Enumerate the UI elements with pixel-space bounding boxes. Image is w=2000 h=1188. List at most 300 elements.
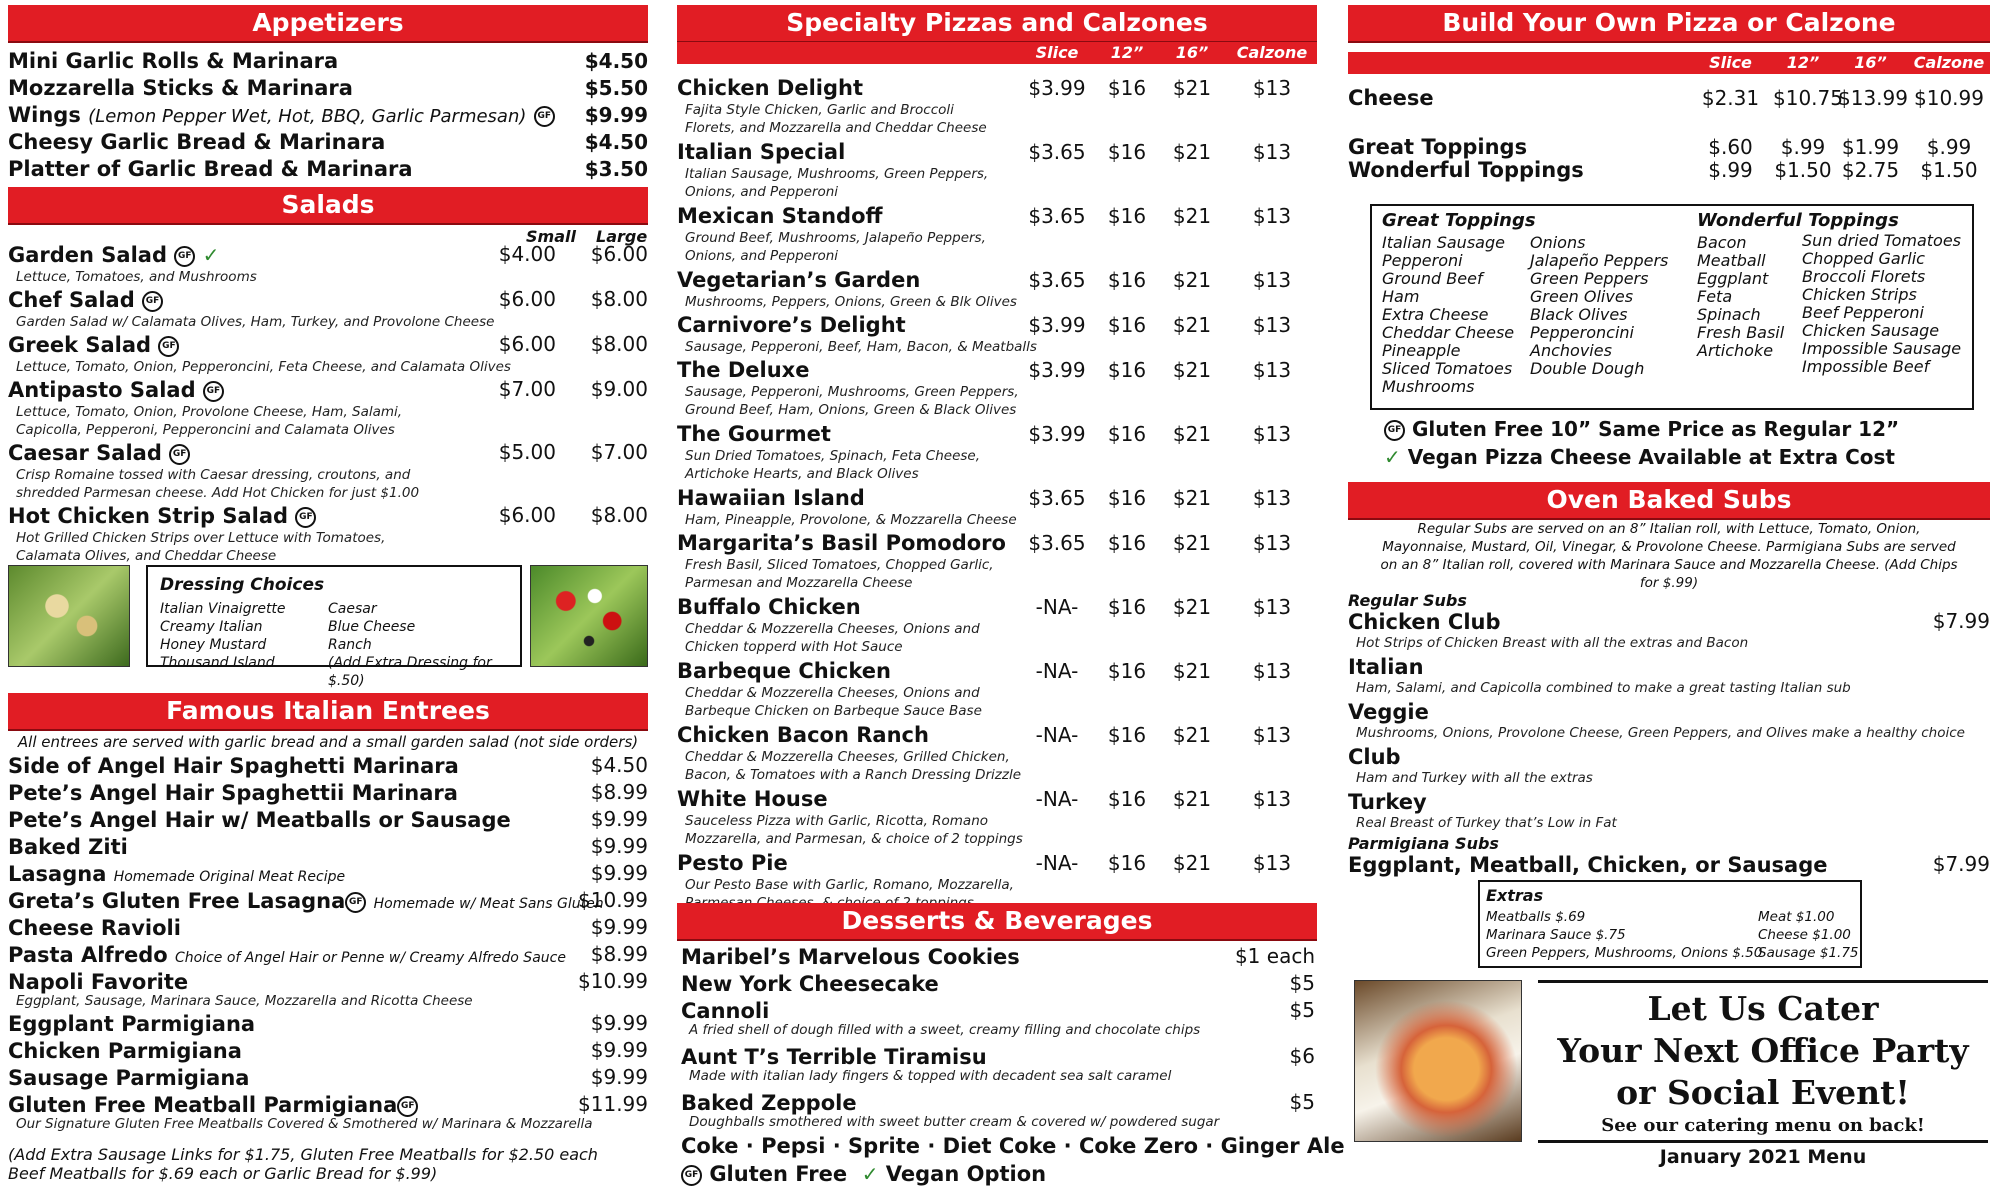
item-note: Homemade w/ Meat Sans Gluten	[373, 896, 604, 912]
byo-price: $10.75	[1773, 86, 1843, 110]
specialty-pizza-item	[677, 595, 1317, 659]
item-desc: Made with italian lady fingers & topped with decadent sea salt caramel	[689, 1068, 1172, 1084]
item-name: Pesto Pie	[677, 851, 788, 875]
item-desc-2: shredded Parmesan cheese. Add Hot Chicken for just $1.00	[16, 485, 420, 501]
item-desc: Ham, Salami, and Capicolla combined to make a great tasting Italian sub	[1356, 680, 1851, 696]
topping-item: Chicken Strips	[1802, 285, 1917, 304]
extra-item: Marinara Sauce $.75	[1486, 927, 1626, 943]
item-name: Greta’s Gluten Free Lasagna	[8, 889, 346, 913]
gf-note	[1384, 416, 1899, 442]
entree-item	[8, 888, 648, 915]
topping-item: Jalapeño Peppers	[1530, 251, 1669, 270]
pizza-price: $13	[1252, 595, 1292, 619]
entrees-list	[8, 753, 648, 1132]
pizza-price: $3.65	[1028, 140, 1086, 164]
pizza-price: -NA-	[1035, 787, 1079, 811]
entree-item	[8, 915, 648, 942]
caesar-salad-image	[8, 565, 130, 667]
appetizer-item	[8, 156, 648, 183]
pizza-price: $13	[1252, 422, 1292, 446]
byo-columns	[1348, 52, 1990, 74]
gf-note-text: Gluten Free 10” Same Price as Regular 12”	[1411, 417, 1900, 441]
pizza-price: $16	[1107, 851, 1147, 875]
entree-item	[8, 753, 648, 780]
item-desc: Sauceless Pizza with Garlic, Ricotta, Romano	[685, 813, 989, 829]
dessert-item	[681, 1090, 1315, 1136]
item-desc: Garden Salad w/ Calamata Olives, Ham, Turkey, and Provolone Cheese	[16, 314, 495, 330]
topping-item: Bacon	[1697, 233, 1747, 252]
gluten-free-icon: GF	[203, 381, 224, 402]
pizza-price: $21	[1172, 422, 1212, 446]
item-desc-2: Bacon, & Tomatoes with a Ranch Dressing Drizzle	[685, 767, 1022, 783]
entrees-footer-2: Beef Meatballs for $.69 each or Garlic Bread for $.99)	[8, 1164, 438, 1183]
item-price: $9.99	[590, 1038, 648, 1062]
item-name: Carnivore’s Delight	[677, 313, 906, 337]
item-name: Pasta Alfredo	[8, 943, 168, 967]
topping-item: Impossible Sausage	[1802, 339, 1962, 358]
pizza-price: $13	[1252, 659, 1292, 683]
subs-intro: Regular Subs are served on an 8” Italian roll, with Lettuce, Tomato, Onion, Mayonnaise, Mustard, Oil, Vinegar, & Provolone Cheese. Parmigiana Subs are served on an 8” Italian roll, covered with Marinara Sauce and Mozzarella Cheese. (Add Chips for $.99)	[1380, 521, 1958, 591]
item-name: The Gourmet	[677, 422, 831, 446]
gluten-free-icon: GF	[169, 444, 190, 465]
wonderful-toppings-title: Wonderful Toppings	[1697, 210, 1899, 231]
salad-item	[8, 332, 648, 377]
item-price: $9.99	[590, 807, 648, 831]
extra-item: Sausage $1.75	[1758, 945, 1859, 961]
topping-item: Ham	[1382, 287, 1420, 306]
cater-subline: See our catering menu on back!	[1601, 1115, 1925, 1136]
byo-col-calzone: Calzone	[1913, 53, 1985, 72]
entree-item	[8, 861, 648, 888]
entree-item	[8, 1038, 648, 1065]
byo-price: $1.50	[1920, 158, 1978, 182]
large-price: $6.00	[590, 242, 648, 266]
specialty-pizza-item	[677, 723, 1317, 787]
pizza-price: $16	[1107, 659, 1147, 683]
pizza-price: $13	[1252, 723, 1292, 747]
dressing-option: Italian Vinaigrette	[160, 601, 286, 617]
item-desc: Hot Grilled Chicken Strips over Lettuce with Tomatoes,	[16, 530, 386, 546]
item-name: Hot Chicken Strip Salad	[8, 504, 289, 528]
subs-list	[1348, 610, 1990, 835]
item-desc: Lettuce, Tomato, Onion, Pepperoncini, Feta Cheese, and Calamata Olives	[16, 359, 511, 375]
desserts-header: Desserts & Beverages	[677, 903, 1317, 941]
item-price: $9.99	[590, 915, 648, 939]
item-desc-2: Artichoke Hearts, and Black Olives	[685, 466, 919, 482]
col-calzone: Calzone	[1236, 43, 1308, 62]
item-price: $9.99	[590, 861, 648, 885]
dressing-option: Ranch	[328, 637, 372, 653]
topping-item: Cheddar Cheese	[1382, 323, 1515, 342]
cater-line-1: Let Us Cater	[1647, 989, 1879, 1028]
item-price: $4.50	[584, 130, 648, 154]
topping-item: Beef Pepperoni	[1802, 303, 1924, 322]
gluten-free-icon: GF	[158, 336, 179, 357]
item-name: Italian Special	[677, 140, 846, 164]
topping-item: Pepperoni	[1382, 251, 1463, 270]
topping-item: Green Peppers	[1530, 269, 1649, 288]
dessert-item	[681, 1044, 1315, 1090]
pizza-price: $3.65	[1028, 204, 1086, 228]
pizza-price: $16	[1107, 313, 1147, 337]
wonderful-toppings-col2	[1802, 232, 1961, 376]
extra-item: Meat $1.00	[1758, 909, 1835, 925]
pasta-image	[1354, 980, 1522, 1142]
specialty-columns	[677, 42, 1317, 64]
specialty-pizza-item	[677, 486, 1317, 531]
item-desc: Our Pesto Base with Garlic, Romano, Mozzarella,	[685, 877, 1014, 893]
item-desc: Mushrooms, Peppers, Onions, Green & Blk Olives	[685, 294, 1017, 310]
item-desc: Italian Sausage, Mushrooms, Green Peppers,	[685, 166, 989, 182]
byo-col-slice: Slice	[1709, 53, 1752, 72]
item-name: Chicken Parmigiana	[8, 1039, 242, 1063]
small-price: $6.00	[498, 287, 556, 311]
item-name: Pete’s Angel Hair Spaghettii Marinara	[8, 781, 458, 805]
item-price: $4.50	[584, 49, 648, 73]
item-name: Mini Garlic Rolls & Marinara	[8, 49, 339, 73]
item-name: The Deluxe	[677, 358, 810, 382]
pizza-price: $16	[1107, 268, 1147, 292]
pizza-price: $16	[1107, 76, 1147, 100]
gluten-free-icon: GF	[174, 246, 195, 267]
dressing-choices-box	[146, 565, 522, 689]
dressing-option: (Add Extra Dressing for $.50)	[328, 655, 492, 689]
pizza-price: $13	[1252, 268, 1292, 292]
dressing-option: Caesar	[328, 601, 377, 617]
specialty-pizza-item	[677, 358, 1317, 422]
item-desc: Lettuce, Tomato, Onion, Provolone Cheese, Ham, Salami,	[16, 404, 403, 420]
dessert-item	[681, 971, 1315, 998]
item-name: New York Cheesecake	[681, 972, 939, 996]
byo-price: $.99	[1708, 158, 1753, 182]
pizza-price: $13	[1252, 76, 1292, 100]
item-price: $11.99	[578, 1092, 648, 1116]
item-name: Buffalo Chicken	[677, 595, 861, 619]
appetizers-list	[8, 48, 648, 183]
pizza-price: $16	[1107, 358, 1147, 382]
pizza-price: -NA-	[1035, 659, 1079, 683]
drinks-line: Coke · Pepsi · Sprite · Diet Coke · Coke Zero · Ginger Ale	[681, 1134, 1345, 1158]
small-price: $6.00	[498, 332, 556, 356]
pizza-price: $13	[1252, 486, 1292, 510]
extra-item: Green Peppers, Mushrooms, Onions $.50	[1486, 945, 1763, 961]
menu-date: January 2021 Menu	[1659, 1146, 1867, 1168]
item-name: Pete’s Angel Hair w/ Meatballs or Sausage	[8, 808, 511, 832]
item-price: $10.99	[578, 969, 648, 993]
extra-item: Cheese $1.00	[1758, 927, 1851, 943]
dessert-item	[681, 998, 1315, 1044]
col-12: 12”	[1110, 43, 1144, 62]
entree-item	[8, 807, 648, 834]
item-desc: Real Breast of Turkey that’s Low in Fat	[1356, 815, 1617, 831]
item-desc: Lettuce, Tomatoes, and Mushrooms	[16, 269, 257, 285]
pizza-price: $21	[1172, 723, 1212, 747]
item-price: $3.50	[584, 157, 648, 181]
col-16: 16”	[1175, 43, 1209, 62]
regular-subs-label: Regular Subs	[1348, 591, 1467, 610]
entree-item	[8, 1092, 648, 1132]
subs-header: Oven Baked Subs	[1348, 482, 1990, 520]
item-desc: Cheddar & Mozzerella Cheeses, Grilled Chicken,	[685, 749, 1010, 765]
item-name: Baked Ziti	[8, 835, 128, 859]
pizza-price: $16	[1107, 486, 1147, 510]
item-note: Homemade Original Meat Recipe	[113, 869, 346, 885]
topping-item: Broccoli Florets	[1802, 267, 1926, 286]
item-price: $8.99	[590, 942, 648, 966]
topping-item: Onions	[1530, 233, 1586, 252]
topping-item: Feta	[1697, 287, 1733, 306]
byo-price: $2.75	[1841, 158, 1900, 182]
item-desc-2: Onions, and Pepperoni	[685, 248, 839, 264]
pizza-price: $3.65	[1028, 486, 1086, 510]
item-name: Chicken Delight	[677, 76, 864, 100]
pizza-price: $13	[1252, 531, 1292, 555]
item-name: Maribel’s Marvelous Cookies	[681, 945, 1020, 969]
topping-item: Impossible Beef	[1802, 357, 1930, 376]
item-desc-2: Calamata Olives, and Cheddar Cheese	[16, 548, 277, 564]
item-desc: Sun Dried Tomatoes, Spinach, Feta Cheese,	[685, 448, 981, 464]
sub-item	[1348, 700, 1990, 745]
topping-item: Sun dried Tomatoes	[1802, 231, 1962, 250]
great-toppings-title: Great Toppings	[1382, 210, 1536, 231]
pizza-price: $21	[1172, 787, 1212, 811]
extras-right	[1758, 908, 1859, 962]
dressing-option: Thousand Island	[160, 655, 275, 671]
pizza-price: $16	[1107, 531, 1147, 555]
dessert-legend	[681, 1161, 1046, 1187]
item-desc-2: Ground Beef, Ham, Onions, Green & Black Olives	[685, 402, 1017, 418]
pizza-price: $16	[1107, 140, 1147, 164]
regular-subs-price: $7.99	[1932, 609, 1990, 633]
item-price: $4.50	[590, 753, 648, 777]
pizza-price: $21	[1172, 659, 1212, 683]
item-name: Platter of Garlic Bread & Marinara	[8, 157, 413, 181]
parm-subs-label: Parmigiana Subs	[1348, 834, 1499, 853]
item-desc: Sausage, Pepperoni, Beef, Ham, Bacon, & Meatballs	[685, 339, 1037, 355]
large-price: $9.00	[590, 377, 648, 401]
entree-item	[8, 834, 648, 861]
pizza-price: $21	[1172, 204, 1212, 228]
pizza-price: $3.99	[1028, 358, 1086, 382]
topping-item: Italian Sausage	[1382, 233, 1505, 252]
item-name: Hawaiian Island	[677, 486, 865, 510]
greek-salad-image	[530, 565, 648, 667]
pizza-price: $21	[1172, 531, 1212, 555]
small-price: $5.00	[498, 440, 556, 464]
byo-price-row	[1348, 158, 1990, 182]
item-desc: Our Signature Gluten Free Meatballs Covered & Smothered w/ Marinara & Mozzarella	[16, 1116, 593, 1132]
row-name: Great Toppings	[1348, 135, 1528, 159]
extras-box	[1478, 880, 1862, 968]
dessert-item	[681, 944, 1315, 971]
pizza-price: -NA-	[1035, 851, 1079, 875]
pizza-price: $13	[1252, 851, 1292, 875]
pizza-price: $13	[1252, 787, 1292, 811]
salads-header: Salads	[8, 187, 648, 225]
item-name: Cheesy Garlic Bread & Marinara	[8, 130, 386, 154]
specialty-pizza-item	[677, 422, 1317, 486]
toppings-box	[1370, 204, 1974, 410]
item-price: $5	[1289, 998, 1315, 1022]
item-price: $5	[1289, 971, 1315, 995]
cater-bottom-rule	[1538, 1140, 1988, 1143]
item-desc: Cheddar & Mozzerella Cheeses, Onions and	[685, 685, 980, 701]
pizza-price: $13	[1252, 140, 1292, 164]
item-price: $5.50	[584, 76, 648, 100]
salad-item	[8, 287, 648, 332]
pizza-price: -NA-	[1035, 723, 1079, 747]
topping-item: Pineapple	[1382, 341, 1461, 360]
cater-block	[1538, 988, 1988, 1138]
item-name: Margarita’s Basil Pomodoro	[677, 531, 1006, 555]
row-name: Cheese	[1348, 86, 1434, 110]
great-toppings-col1	[1382, 234, 1514, 396]
salads-list	[8, 242, 648, 566]
large-price: $8.00	[590, 503, 648, 527]
large-price: $7.00	[590, 440, 648, 464]
item-name: Mexican Standoff	[677, 204, 883, 228]
cater-top-rule	[1538, 980, 1988, 983]
pizza-price: $3.65	[1028, 268, 1086, 292]
item-desc: Eggplant, Sausage, Marinara Sauce, Mozzarella and Ricotta Cheese	[16, 993, 473, 1009]
row-name: Wonderful Toppings	[1348, 158, 1584, 182]
sub-item	[1348, 655, 1990, 700]
item-price: $9.99	[590, 1011, 648, 1035]
item-name: Mozzarella Sticks & Marinara	[8, 76, 353, 100]
item-name: White House	[677, 787, 828, 811]
entrees-footer-1: (Add Extra Sausage Links for $1.75, Gluten Free Meatballs for $2.50 each	[8, 1145, 598, 1164]
pizza-price: $16	[1107, 723, 1147, 747]
item-desc: Sausage, Pepperoni, Mushrooms, Green Peppers,	[685, 384, 1019, 400]
topping-item: Chicken Sausage	[1802, 321, 1940, 340]
appetizer-item	[8, 102, 648, 129]
item-name: Greek Salad	[8, 333, 152, 357]
pizza-price: $16	[1107, 787, 1147, 811]
item-desc-2: Barbeque Chicken on Barbeque Sauce Base	[685, 703, 982, 719]
pizza-price: $21	[1172, 358, 1212, 382]
item-desc: A fried shell of dough filled with a sweet, creamy filling and chocolate chips	[689, 1022, 1201, 1038]
pizza-price: $16	[1107, 422, 1147, 446]
pizza-price: $21	[1172, 595, 1212, 619]
specialty-pizza-item	[677, 268, 1317, 313]
gluten-free-icon: GF	[295, 507, 316, 528]
specialty-list	[677, 76, 1317, 915]
specialty-pizza-item	[677, 659, 1317, 723]
cater-line-3: or Social Event!	[1616, 1073, 1910, 1112]
byo-price: $10.99	[1914, 86, 1984, 110]
gluten-free-icon: GF	[681, 1165, 702, 1186]
specialty-pizza-item	[677, 140, 1317, 204]
item-note: Choice of Angel Hair or Penne w/ Creamy Alfredo Sauce	[174, 950, 566, 966]
gluten-free-icon: GF	[397, 1096, 418, 1117]
dressing-left-list	[160, 600, 286, 672]
pizza-price: $13	[1252, 204, 1292, 228]
item-price: $9.99	[584, 103, 648, 127]
gluten-free-icon: GF	[534, 106, 555, 127]
pizza-price: $21	[1172, 851, 1212, 875]
appetizer-item	[8, 48, 648, 75]
item-price: $1 each	[1234, 944, 1315, 968]
entree-item	[8, 1011, 648, 1038]
right-column	[1348, 0, 1990, 1188]
dressing-option: Blue Cheese	[328, 619, 416, 635]
topping-item: Mushrooms	[1382, 377, 1475, 396]
vegan-note-text: Vegan Pizza Cheese Available at Extra Cost	[1407, 445, 1895, 469]
dressing-option: Honey Mustard	[160, 637, 267, 653]
item-desc: Fresh Basil, Sliced Tomatoes, Chopped Garlic,	[685, 557, 994, 573]
salad-item	[8, 377, 648, 440]
sub-item	[1348, 610, 1990, 655]
dressing-right-list	[328, 600, 520, 690]
entree-item	[8, 969, 648, 1011]
large-price: $8.00	[590, 332, 648, 356]
item-price: $10.99	[578, 888, 648, 912]
item-name: Cheese Ravioli	[8, 916, 181, 940]
byo-price-row	[1348, 135, 1990, 159]
pizza-price: $21	[1172, 140, 1212, 164]
parm-subs-name: Eggplant, Meatball, Chicken, or Sausage	[1348, 853, 1828, 877]
byo-price: $1.50	[1774, 158, 1832, 182]
vegan-leaf-icon: ✓	[1384, 445, 1401, 469]
byo-price: $1.99	[1841, 135, 1900, 159]
item-name: Chicken Bacon Ranch	[677, 723, 929, 747]
item-desc: Hot Strips of Chicken Breast with all the extras and Bacon	[1356, 635, 1749, 651]
item-note: (Lemon Pepper Wet, Hot, BBQ, Garlic Parmesan)	[88, 106, 527, 127]
entree-item	[8, 942, 648, 969]
topping-item: Double Dough	[1530, 359, 1645, 378]
topping-item: Artichoke	[1697, 341, 1774, 360]
item-desc-2: Parmesan and Mozzarella Cheese	[685, 575, 913, 591]
item-price: $9.99	[590, 834, 648, 858]
legend-gluten-free: Gluten Free	[709, 1162, 848, 1186]
specialty-pizza-item	[677, 787, 1317, 851]
dressing-option: Creamy Italian	[160, 619, 263, 635]
item-desc: Doughballs smothered with sweet butter cream & covered w/ powdered sugar	[689, 1114, 1220, 1130]
appetizer-item	[8, 75, 648, 102]
item-desc-2: Chicken topperd with Hot Sauce	[685, 639, 903, 655]
extras-title: Extras	[1486, 886, 1544, 905]
pizza-price: $3.99	[1028, 76, 1086, 100]
pizza-price: $21	[1172, 486, 1212, 510]
pizza-price: $3.99	[1028, 313, 1086, 337]
byo-price: $.60	[1708, 135, 1753, 159]
specialty-pizza-item	[677, 531, 1317, 595]
entree-item	[8, 1065, 648, 1092]
item-name: Baked Zeppole	[681, 1091, 857, 1115]
legend-vegan: Vegan Option	[885, 1162, 1047, 1186]
byo-col-16: 16”	[1854, 53, 1887, 72]
large-price: $8.00	[590, 287, 648, 311]
gluten-free-icon: GF	[1384, 420, 1405, 441]
appetizers-header: Appetizers	[8, 5, 648, 43]
item-desc-2: Capicolla, Pepperoni, Pepperoncini and Calamata Olives	[16, 422, 395, 438]
pizza-price: $21	[1172, 268, 1212, 292]
entree-item	[8, 780, 648, 807]
topping-item: Black Olives	[1530, 305, 1628, 324]
topping-item: Anchovies	[1530, 341, 1612, 360]
topping-item: Fresh Basil	[1697, 323, 1785, 342]
item-price: $8.99	[590, 780, 648, 804]
topping-item: Pepperoncini	[1530, 323, 1634, 342]
pizza-price: $3.99	[1028, 422, 1086, 446]
item-desc: Crisp Romaine tossed with Caesar dressing, croutons, and	[16, 467, 411, 483]
item-desc-2: Onions, and Pepperoni	[685, 184, 839, 200]
middle-column	[677, 0, 1345, 1188]
gluten-free-icon: GF	[345, 892, 366, 913]
specialty-pizza-item	[677, 313, 1317, 358]
item-desc: Mushrooms, Onions, Provolone Cheese, Green Peppers, and Olives make a healthy choice	[1356, 725, 1965, 741]
sub-item	[1348, 790, 1990, 835]
